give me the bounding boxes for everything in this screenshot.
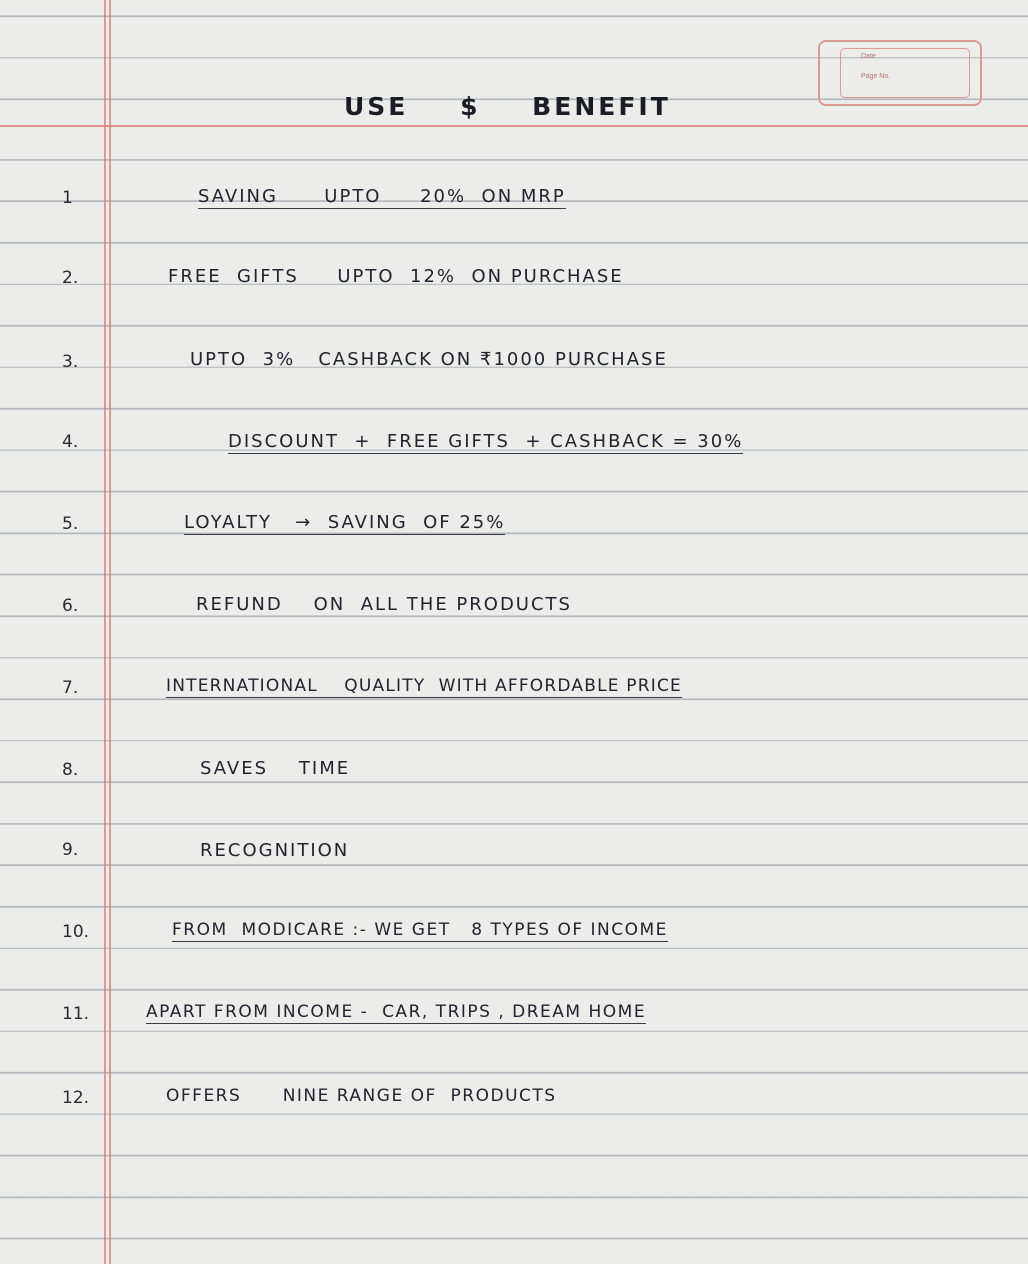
item-number: 7. — [62, 678, 79, 698]
page-title: USE $ BENEFIT — [344, 92, 671, 121]
left-margin-line — [104, 0, 106, 1264]
item-text: DISCOUNT + FREE GIFTS + CASHBACK = 30% — [228, 431, 744, 452]
date-page-box-inner — [840, 48, 970, 98]
date-page-box — [818, 40, 982, 106]
item-number: 2. — [62, 268, 79, 288]
item-number: 1 — [62, 188, 73, 208]
page-no-label: Page No. — [861, 73, 891, 80]
item-text: OFFERS NINE RANGE OF PRODUCTS — [166, 1086, 557, 1106]
item-text: REFUND ON ALL THE PRODUCTS — [196, 594, 572, 615]
item-text: SAVING UPTO 20% ON MRP — [198, 186, 566, 207]
item-text: UPTO 3% CASHBACK ON ₹1000 PURCHASE — [190, 349, 668, 370]
date-label: Date — [861, 53, 876, 60]
item-text: RECOGNITION — [200, 840, 350, 861]
item-text: LOYALTY → SAVING OF 25% — [184, 512, 506, 533]
item-text: FREE GIFTS UPTO 12% ON PURCHASE — [168, 266, 624, 287]
item-number: 9. — [62, 840, 79, 860]
item-number: 4. — [62, 432, 79, 452]
item-number: 11. — [62, 1004, 90, 1024]
item-number: 12. — [62, 1088, 90, 1108]
item-text: APART FROM INCOME - CAR, TRIPS , DREAM HOME — [146, 1002, 647, 1022]
item-number: 6. — [62, 596, 79, 616]
item-text: SAVES TIME — [200, 758, 351, 779]
item-number: 8. — [62, 760, 79, 780]
left-margin-line-2 — [109, 0, 111, 1264]
item-text: FROM MODICARE :- WE GET 8 TYPES OF INCOME — [172, 920, 668, 940]
item-number: 5. — [62, 514, 79, 534]
item-number: 10. — [62, 922, 90, 942]
item-text: INTERNATIONAL QUALITY WITH AFFORDABLE PRICE — [166, 676, 682, 696]
header-margin-line — [0, 125, 1028, 127]
item-number: 3. — [62, 352, 79, 372]
